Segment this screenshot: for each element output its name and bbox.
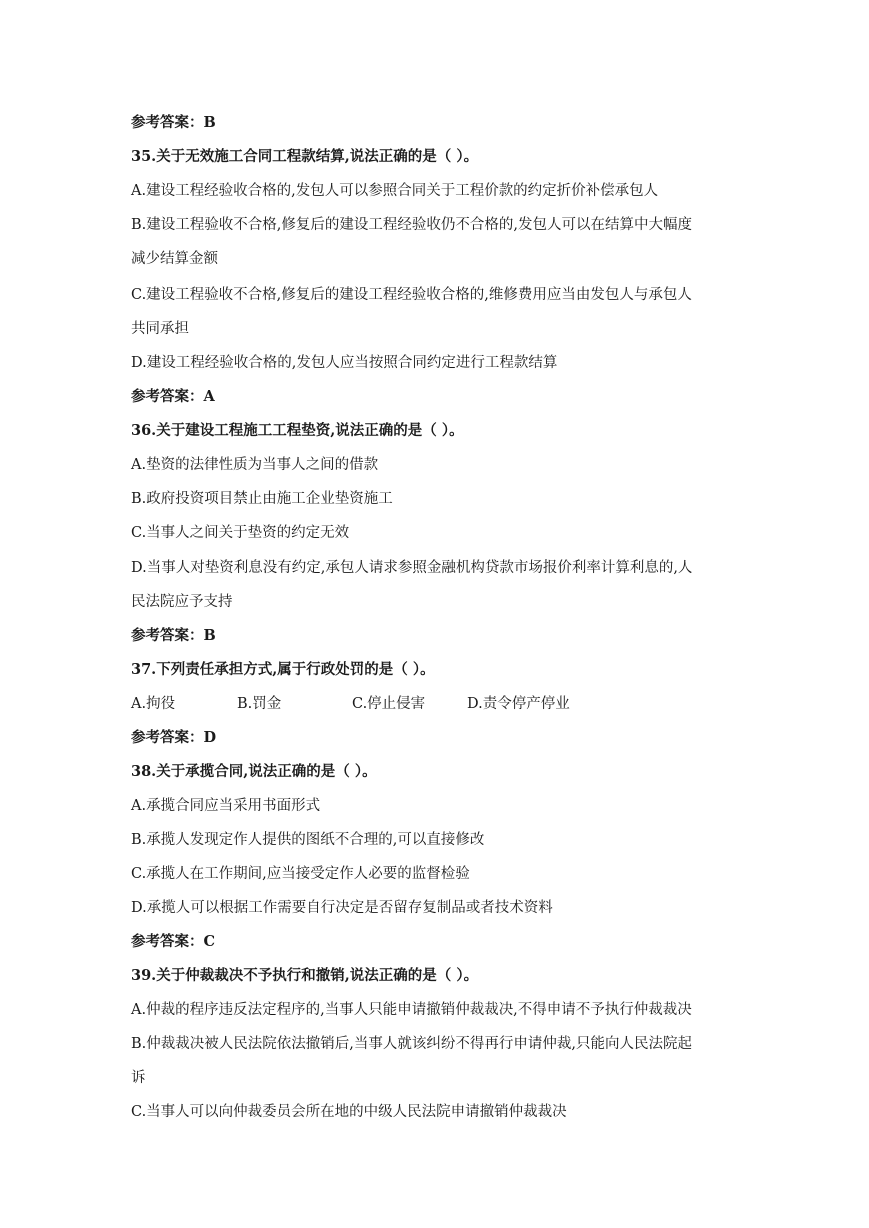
option-a: A.拘役 (131, 696, 176, 712)
option-line: B.政府投资项目禁止由施工企业垫资施工 (131, 491, 393, 507)
option-line: B.仲裁裁决被人民法院依法撤销后,当事人就该纠纷不得再行申请仲裁,只能向人民法院起 (131, 1036, 692, 1052)
option-line: C.当事人可以向仲裁委员会所在地的中级人民法院申请撤销仲裁裁决 (131, 1104, 567, 1120)
option-line: C.承揽人在工作期间,应当接受定作人必要的监督检验 (131, 866, 470, 882)
option-line: A.仲裁的程序违反法定程序的,当事人只能申请撤销仲裁裁决,不得申请不予执行仲裁裁决 (131, 1002, 692, 1018)
option-line: B.承揽人发现定作人提供的图纸不合理的,可以直接修改 (131, 832, 485, 848)
option-line: A.承揽合同应当采用书面形式 (131, 798, 321, 814)
option-line: D.承揽人可以根据工作需要自行决定是否留存复制品或者技术资料 (131, 900, 553, 916)
option-line: B.建设工程验收不合格,修复后的建设工程经验收仍不合格的,发包人可以在结算中大幅度 (131, 217, 692, 233)
answer-line: 参考答案：B (131, 627, 216, 644)
option-line: A.垫资的法律性质为当事人之间的借款 (131, 457, 379, 473)
option-line: 共同承担 (131, 321, 189, 337)
option-line: D.建设工程经验收合格的,发包人应当按照合同约定进行工程款结算 (131, 355, 558, 371)
option-line: C.建设工程验收不合格,修复后的建设工程经验收合格的,维修费用应当由发包人与承包人 (131, 287, 692, 303)
answer-line: 参考答案：B (131, 114, 216, 131)
answer-line: 参考答案：A (131, 388, 215, 405)
question-37: 37.下列责任承担方式,属于行政处罚的是（ ）。 (131, 661, 435, 678)
option-d: D.责令停产停业 (467, 696, 570, 712)
inline-options-row (131, 694, 751, 714)
option-line: 诉 (131, 1070, 146, 1086)
option-c: C.停止侵害 (352, 696, 426, 712)
question-35: 35.关于无效施工合同工程款结算,说法正确的是（ ）。 (131, 148, 479, 165)
option-line: 减少结算金额 (131, 251, 218, 267)
answer-line: 参考答案：C (131, 933, 216, 950)
option-b: B.罚金 (237, 696, 282, 712)
question-36: 36.关于建设工程施工工程垫资,说法正确的是（ ）。 (131, 422, 464, 439)
option-line: D.当事人对垫资利息没有约定,承包人请求参照金融机构贷款市场报价利率计算利息的,人 (131, 560, 693, 576)
question-38: 38.关于承揽合同,说法正确的是（ ）。 (131, 763, 377, 780)
answer-line: 参考答案：D (131, 729, 217, 746)
option-line: A.建设工程经验收合格的,发包人可以参照合同关于工程价款的约定折价补偿承包人 (131, 183, 659, 199)
option-line: 民法院应予支持 (131, 594, 233, 610)
option-line: C.当事人之间关于垫资的约定无效 (131, 525, 350, 541)
question-39: 39.关于仲裁裁决不予执行和撤销,说法正确的是（ ）。 (131, 967, 479, 984)
